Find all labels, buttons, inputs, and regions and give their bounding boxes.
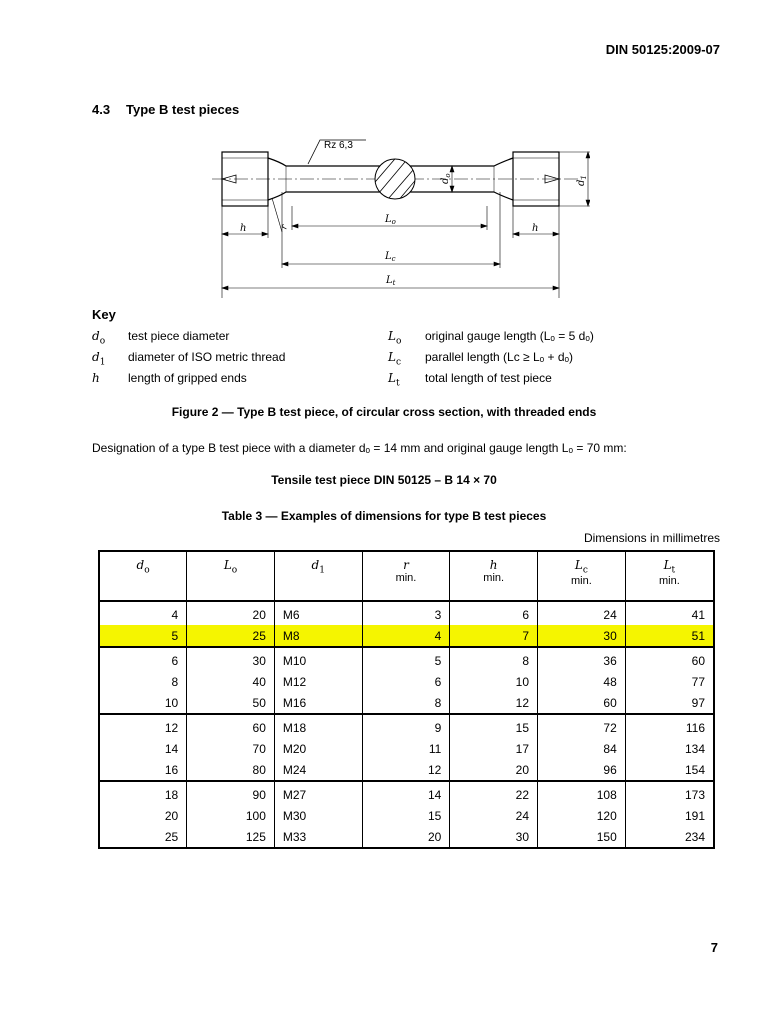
key-symbol: $L_c$	[388, 350, 402, 368]
table-cell: 24	[450, 805, 538, 826]
dimensions-note: Dimensions in millimetres	[583, 531, 720, 545]
table-cell: 6	[362, 671, 450, 692]
key-symbol: h	[92, 371, 100, 385]
table-cell: M27	[274, 781, 362, 805]
lt-dimension	[222, 286, 559, 290]
table-cell: 20	[99, 805, 187, 826]
table-cell: 173	[625, 781, 714, 805]
table-header-cell: r min.	[362, 551, 450, 601]
section-title: Type B test pieces	[126, 102, 240, 117]
table-cell: 7	[450, 625, 538, 647]
table-cell: 150	[538, 826, 626, 848]
table-cell: 18	[99, 781, 187, 805]
key-description: parallel length (Lᴄ ≥ Lₒ + dₒ)	[425, 350, 574, 364]
table-cell: 77	[625, 671, 714, 692]
table-cell: 116	[625, 714, 714, 738]
table-header-cell: $L_t$ min.	[625, 551, 714, 601]
table-cell: 14	[99, 738, 187, 759]
table-cell: 3	[362, 601, 450, 625]
table-header-cell: $L_o$	[187, 551, 275, 601]
table-cell: 25	[99, 826, 187, 848]
designation-text: Designation of a type B test piece with a diameter dₒ = 14 mm and original gauge length Lₒ = 70 mm:	[92, 441, 627, 455]
table-cell: 12	[362, 759, 450, 781]
key-description: diameter of ISO metric thread	[128, 350, 286, 364]
lc-label: $L_c$	[385, 251, 396, 263]
table-header-cell: $L_c$ min.	[538, 551, 626, 601]
table-cell: 70	[187, 738, 275, 759]
table-cell: M16	[274, 692, 362, 714]
table-cell: 97	[625, 692, 714, 714]
table-cell: 24	[538, 601, 626, 625]
table-cell: 11	[362, 738, 450, 759]
table-cell: 9	[362, 714, 450, 738]
table-cell: 120	[538, 805, 626, 826]
table-header-cell: h min.	[450, 551, 538, 601]
table-row	[99, 738, 714, 759]
table-cell: 30	[187, 647, 275, 671]
table-cell: M6	[274, 601, 362, 625]
dimensions-table	[98, 550, 715, 849]
key-description: original gauge length (Lₒ = 5 dₒ)	[425, 329, 594, 343]
h-right-label: h	[532, 223, 539, 234]
table-cell: 12	[450, 692, 538, 714]
table-cell: 96	[538, 759, 626, 781]
section-heading	[92, 102, 239, 117]
table-group	[99, 647, 714, 714]
table-row	[99, 805, 714, 826]
table-cell: 48	[538, 671, 626, 692]
table-row	[99, 826, 714, 848]
table-row	[99, 671, 714, 692]
table-cell: 30	[450, 826, 538, 848]
table-cell: 191	[625, 805, 714, 826]
page-number: 7	[710, 940, 718, 955]
table-cell: 16	[99, 759, 187, 781]
key-description: length of gripped ends	[128, 371, 247, 385]
table-cell: 60	[538, 692, 626, 714]
table-cell: 36	[538, 647, 626, 671]
test-piece-drawing	[210, 128, 590, 298]
table-group	[99, 601, 714, 647]
table-cell: 154	[625, 759, 714, 781]
table-cell: 134	[625, 738, 714, 759]
table-cell: M30	[274, 805, 362, 826]
table-cell: M12	[274, 671, 362, 692]
table-cell: 10	[450, 671, 538, 692]
document-id: DIN 50125:2009-07	[605, 42, 720, 57]
h-left-label: h	[240, 223, 247, 234]
table-cell: 25	[187, 625, 275, 647]
table-cell: 30	[538, 625, 626, 647]
key-description: total length of test piece	[425, 371, 552, 385]
key-description: test piece diameter	[128, 329, 230, 343]
table-cell: M24	[274, 759, 362, 781]
table-row	[99, 781, 714, 805]
cross-section	[370, 152, 424, 208]
r-label: r	[279, 223, 291, 231]
table-cell: 8	[362, 692, 450, 714]
table-cell: 40	[187, 671, 275, 692]
table-cell: 60	[187, 714, 275, 738]
key-symbol: $L_o$	[388, 329, 402, 347]
table-cell: 4	[99, 601, 187, 625]
table-cell: 20	[362, 826, 450, 848]
key-symbol: $d_1$	[92, 350, 106, 368]
table-cell: 6	[99, 647, 187, 671]
table-cell: 17	[450, 738, 538, 759]
table-cell: 20	[450, 759, 538, 781]
table-cell: 20	[187, 601, 275, 625]
table-cell: 84	[538, 738, 626, 759]
table-group	[99, 714, 714, 781]
table-row	[99, 625, 714, 647]
key-symbol: $d_o$	[92, 329, 106, 347]
roughness-label: Rz 6,3	[324, 140, 353, 151]
table-cell: 5	[99, 625, 187, 647]
lo-label: $L_o$	[385, 214, 396, 226]
table-cell: 5	[362, 647, 450, 671]
table-cell: 12	[99, 714, 187, 738]
table-cell: 41	[625, 601, 714, 625]
table-cell: 8	[99, 671, 187, 692]
table-cell: 108	[538, 781, 626, 805]
table-cell: 6	[450, 601, 538, 625]
table-cell: 51	[625, 625, 714, 647]
table-row	[99, 647, 714, 671]
table-cell: 8	[450, 647, 538, 671]
table-cell: 10	[99, 692, 187, 714]
table-row	[99, 601, 714, 625]
table-header-row	[99, 551, 714, 601]
table-row	[99, 714, 714, 738]
table-title: Table 3 — Examples of dimensions for type B test pieces	[221, 509, 547, 523]
table-cell: 14	[362, 781, 450, 805]
table-header-cell: $d_o$	[99, 551, 187, 601]
table-cell: M10	[274, 647, 362, 671]
table-cell: 72	[538, 714, 626, 738]
table-cell: 4	[362, 625, 450, 647]
section-number: 4.3	[92, 102, 111, 117]
table-header-cell: $d_1$	[274, 551, 362, 601]
tensile-designation: Tensile test piece DIN 50125 – B 14 × 70	[271, 473, 497, 487]
table-cell: 22	[450, 781, 538, 805]
table-cell: 60	[625, 647, 714, 671]
table-cell: 80	[187, 759, 275, 781]
figure-caption: Figure 2 — Type B test piece, of circular cross section, with threaded ends	[171, 405, 597, 419]
table-cell: M18	[274, 714, 362, 738]
table-cell: 234	[625, 826, 714, 848]
table-cell: M20	[274, 738, 362, 759]
table-cell: M33	[274, 826, 362, 848]
table-group	[99, 781, 714, 848]
table-cell: 15	[362, 805, 450, 826]
key-title: Key	[92, 307, 116, 322]
table-cell: 15	[450, 714, 538, 738]
d1-label: $d_1$	[576, 175, 588, 186]
table-cell: 90	[187, 781, 275, 805]
table-row	[99, 692, 714, 714]
table-row	[99, 759, 714, 781]
table-cell: M8	[274, 625, 362, 647]
table-cell: 100	[187, 805, 275, 826]
table-cell: 50	[187, 692, 275, 714]
lt-label: $L_t$	[386, 275, 396, 287]
key-symbol: $L_t$	[388, 371, 400, 389]
d0-label: $d_o$	[440, 173, 452, 184]
table-cell: 125	[187, 826, 275, 848]
